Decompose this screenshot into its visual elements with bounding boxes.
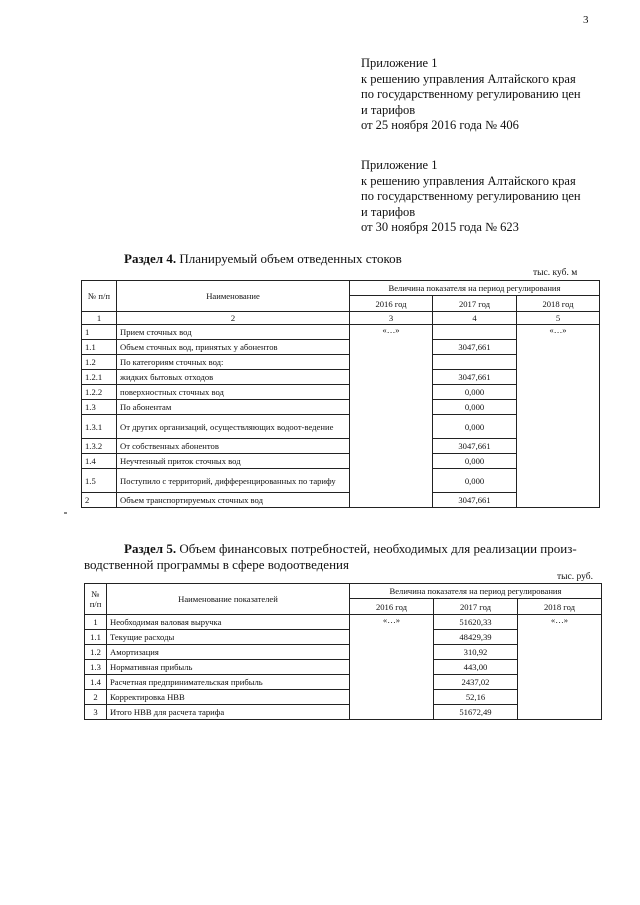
value-2017: 0,000 [433,454,517,469]
value-2017: 52,16 [434,690,518,705]
section4-label: Раздел 4. [124,251,177,266]
value-2017: 3047,661 [433,370,517,385]
row-name: Поступило с территорий, дифференцированных по тарифу [117,469,350,493]
section5-table [84,583,602,720]
row-name: поверхностных сточных вод [117,385,350,400]
row-num: 1.2 [82,355,117,370]
section5-title-line2: водственной программы в сфере водоотведения [84,557,349,572]
row-name: Неучтенный приток сточных вод [117,454,350,469]
row-num: 1.5 [82,469,117,493]
appendix-line: к решению управления Алтайского края [361,173,576,188]
row-name: Объем сточных вод, принятых у абонентов [117,340,350,355]
appendix-date: от 25 ноября 2016 года № 406 [361,118,519,133]
row-num: 2 [82,493,117,508]
row-num: 1 [82,325,117,340]
appendix-current [361,56,581,134]
value-2018-merged: «…» [517,325,600,508]
section4-title: Планируемый объем отведенных стоков [176,251,402,266]
index-cell: 3 [350,312,433,325]
table-row [82,325,600,340]
index-cell: 1 [82,312,117,325]
row-name: Текущие расходы [107,630,350,645]
header-name: Наименование показателей [107,584,350,615]
value-2016-merged: «…» [350,325,433,508]
row-num: 1.1 [85,630,107,645]
row-name: По категориям сточных вод: [117,355,350,370]
section5-units: тыс. руб. [557,572,593,582]
table-row [85,615,602,630]
row-name: Амортизация [107,645,350,660]
value-2016-merged: «…» [350,615,434,720]
header-num: № п/п [85,584,107,615]
section5-heading [124,541,600,557]
row-name: По абонентам [117,400,350,415]
value-2017: 48429,39 [434,630,518,645]
header-2017: 2017 год [434,599,518,615]
value-2017 [433,355,517,370]
appendix-line: к решению управления Алтайского края [361,71,576,86]
row-num: 1.2.1 [82,370,117,385]
row-name: жидких бытовых отходов [117,370,350,385]
appendix-date: от 30 ноября 2015 года № 623 [361,220,519,235]
value-2017: 0,000 [433,385,517,400]
row-name: От других организаций, осуществляющих водоот-ведение [117,415,350,439]
row-num: 1.3 [82,400,117,415]
row-name: Прием сточных вод [117,325,350,340]
value-2017: 310,92 [434,645,518,660]
header-num: № п/п [82,281,117,312]
appendix-title: Приложение 1 [361,158,438,172]
appendix-previous [361,158,581,236]
index-cell: 4 [433,312,517,325]
value-2017: 0,000 [433,415,517,439]
value-2017: 3047,661 [433,493,517,508]
header-period: Величина показателя на период регулирования [350,584,602,599]
section4-heading [124,251,402,267]
section5-title-line1: Объем финансовых потребностей, необходимых для реализации произ- [176,541,577,556]
row-num: 1.2.2 [82,385,117,400]
header-name: Наименование [117,281,350,312]
page-number: 3 [583,14,589,26]
row-num: 3 [85,705,107,720]
appendix-line: и тарифов [361,204,416,219]
row-name: Итого НВВ для расчета тарифа [107,705,350,720]
row-name: Расчетная предпринимательская прибыль [107,675,350,690]
scan-mark [64,512,67,514]
row-num: 1.3 [85,660,107,675]
appendix-line: по государственному регулированию цен [361,189,581,204]
row-num: 1.1 [82,340,117,355]
value-2017: 3047,661 [433,340,517,355]
value-2018-merged: «…» [518,615,602,720]
appendix-title: Приложение 1 [361,56,438,70]
row-num: 1.3.1 [82,415,117,439]
header-2016: 2016 год [350,599,434,615]
index-cell: 5 [517,312,600,325]
index-cell: 2 [117,312,350,325]
row-name: Нормативная прибыль [107,660,350,675]
row-name: Объем транспортируемых сточных вод [117,493,350,508]
section4-units: тыс. куб. м [533,268,578,278]
value-2017: 443,00 [434,660,518,675]
value-2017: 51672,49 [434,705,518,720]
row-num: 2 [85,690,107,705]
row-name: От собственных абонентов [117,439,350,454]
value-2017: 2437,02 [434,675,518,690]
value-2017: 3047,661 [433,439,517,454]
row-name: Необходимая валовая выручка [107,615,350,630]
appendix-line: по государственному регулированию цен [361,87,581,102]
header-2017: 2017 год [433,296,517,312]
value-2017: 51620,33 [434,615,518,630]
header-2018: 2018 год [518,599,602,615]
row-num: 1.4 [82,454,117,469]
section5-label: Раздел 5. [124,541,177,556]
row-num: 1.4 [85,675,107,690]
header-2018: 2018 год [517,296,600,312]
section4-table [81,280,600,508]
value-2017: 0,000 [433,469,517,493]
row-num: 1.3.2 [82,439,117,454]
header-2016: 2016 год [350,296,433,312]
appendix-line: и тарифов [361,102,416,117]
row-num: 1 [85,615,107,630]
row-name: Корректировка НВВ [107,690,350,705]
value-2017 [433,325,517,340]
value-2017: 0,000 [433,400,517,415]
row-num: 1.2 [85,645,107,660]
header-period: Величина показателя на период регулирования [350,281,600,296]
